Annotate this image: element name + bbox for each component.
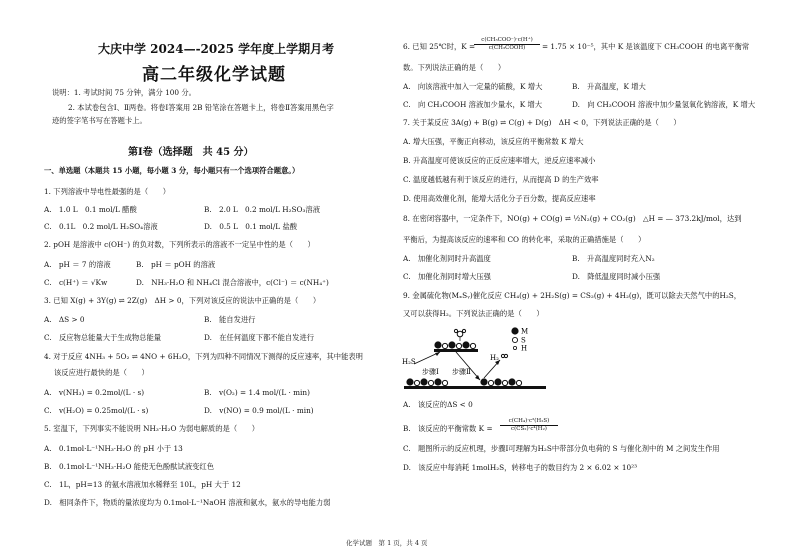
catalyst-atoms-top: [434, 341, 475, 348]
catalyst-surface-bottom: [404, 386, 546, 389]
q6-option-a: A. 向该溶液中加入一定量的硫酸，K 增大: [403, 82, 543, 91]
q5-option-c: C. 1L，pH=13 的氨水溶液加水稀释至 10L，pH 大于 12: [44, 480, 241, 489]
q8-option-a: A. 加催化剂同时升高温度: [403, 254, 491, 263]
question-6-cont: = 1.75 × 10⁻⁵，其中 K 是该温度下 CH₃COOH 的电离平衡常: [542, 42, 750, 51]
note-2: 2. 本试卷包含Ⅰ、Ⅱ两卷。将卷Ⅰ答案用 2B 铅笔涂在答题卡上，将卷Ⅱ答案用黑色字: [68, 103, 334, 112]
q2-option-c: C. c(H⁺) ＝ √Kw: [44, 278, 108, 287]
q6-option-c: C. 向 CH₃COOH 溶液加少量水，K 增大: [403, 100, 543, 109]
legend-m-label: M: [521, 327, 529, 336]
catalyst-atoms-bottom: [406, 378, 521, 385]
q9-fraction-denominator: c(CS₂)·c⁴(H₂): [511, 426, 547, 432]
question-7: 7. 关于某反应 3A(g) + B(g) ⇌ C(g) + D(g) ΔH < 0，下列说法正确的是（ ）: [403, 118, 681, 127]
page-title: 高二年级化学试题: [142, 65, 286, 85]
q9-option-a: A. 该反应的ΔS < 0: [403, 400, 473, 409]
question-2: 2. pOH 是溶液中 c(OH⁻) 的负对数，下列所表示的溶液不一定呈中性的是（ ）: [44, 240, 315, 249]
question-1: 1. 下列溶液中导电性最强的是（ ）: [44, 187, 171, 196]
q5-option-a: A. 0.1mol·L⁻¹NH₃·H₂O 的 pH 小于 13: [44, 444, 183, 453]
q4-option-b: B. v(O₂) = 1.4 mol/(L · min): [204, 388, 310, 397]
q4-option-c: C. v(H₂O) = 0.25mol/(L · s): [44, 406, 149, 415]
question-8: 8. 在密闭容器中，一定条件下，NO(g) + CO(g) ⇌ ½N₂(g) + CO₂(g) △H = — 373.2kJ/mol，达到: [403, 214, 742, 223]
q6-option-b: B. 升高温度，K 增大: [572, 82, 646, 91]
q7-option-c: C. 温度越低越有利于该反应的进行，从而提高 D 的生产效率: [403, 175, 599, 184]
question-6: 6. 已知 25℃时，K =: [403, 42, 476, 51]
q2-option-d: D. NH₃·H₂O 和 NH₄Cl 混合溶液中，c(Cl⁻) ＝ c(NH₄⁺): [136, 278, 329, 287]
label-step-1: 步骤Ⅰ: [422, 368, 439, 376]
note-2-cont: 迹的签字笔书写在答题卡上。: [52, 116, 147, 125]
q9-fraction-numerator: c(CH₄)·c²(H₂S): [500, 418, 558, 426]
q9-option-d: D. 该反应中每消耗 1molH₂S，转移电子的数目约为 2 × 6.02 × 10²³: [403, 463, 637, 472]
note-1: 说明：1. 考试时间 75 分钟，满分 100 分。: [52, 88, 196, 97]
question-4: 4. 对于反应 4NH₃ + 5O₂ ⇌ 4NO + 6H₂O，下列为四种不同情况下测得的反应速率，其中能表明: [44, 352, 363, 361]
q1-option-a: A. 1.0 L 0.1 mol/L 醋酸: [44, 205, 137, 214]
q3-option-a: A. ΔS > 0: [44, 315, 85, 324]
question-3: 3. 已知 X(g) + 3Y(g) ⇌ 2Z(g) ΔH > 0，下列对该反应的说法中正确的是（ ）: [44, 296, 321, 305]
page-footer: 化学试题 第 1 页，共 4 页: [346, 539, 428, 547]
adsorbed-h2s-molecule: [454, 329, 465, 341]
h2-molecule: [501, 354, 507, 357]
catalyst-surface-top: [434, 349, 478, 352]
q3-option-c: C. 反应物总能量大于生成物总能量: [44, 333, 162, 342]
question-9: 9. 金属硫化物(MₓSᵧ)催化反应 CH₄(g) + 2H₂S(g) = CS₂(g) + 4H₂(g)，既可以除去天然气中的H₂S，: [403, 291, 742, 300]
q6-option-d: D. 向 CH₃COOH 溶液中加少量氢氧化钠溶液，K 增大: [572, 100, 756, 109]
q5-option-d: D. 相同条件下，物质的量浓度均为 0.1mol·L⁻¹NaOH 溶液和氨水，氨水的导电能力弱: [44, 498, 331, 507]
label-h2s: H₂S: [402, 358, 416, 366]
question-4-cont: 该反应进行最快的是（ ）: [54, 368, 149, 377]
part1-instructions: 一、单选题（本题共 15 小题，每小题 3 分，每小题只有一个选项符合题意。）: [44, 166, 300, 175]
q1-option-c: C. 0.1L 0.2 mol/L H₂SO₄溶液: [44, 222, 158, 231]
q4-option-d: D. v(NO) = 0.9 mol/(L · min): [204, 406, 314, 415]
q4-option-a: A. v(NH₃) = 0.2mol/(L · s): [44, 388, 145, 397]
q6-fraction: [474, 37, 540, 52]
legend-h-dot: [513, 346, 516, 349]
question-9-cont: 又可以获得H₂。下列说法正确的是（ ）: [403, 309, 544, 318]
label-h2: H₂: [490, 354, 499, 362]
q9-option-b: B. 该反应的平衡常数 K =: [403, 424, 493, 433]
question-8-cont: 平衡后，为提高该反应的速率和 CO 的转化率，采取的正确措施是（ ）: [403, 235, 646, 244]
legend-h-label: H: [521, 344, 528, 353]
q7-option-b: B. 升高温度可使该反应的正反应速率增大，逆反应速率减小: [403, 156, 596, 165]
q7-option-d: D. 使用高效催化剂，能增大活化分子百分数，提高反应速率: [403, 194, 596, 203]
q8-option-c: C. 加催化剂同时增大压强: [403, 272, 491, 281]
q6-fraction-numerator: c(CH₃COO⁻)·c(H⁺): [474, 37, 540, 45]
q1-option-b: B. 2.0 L 0.2 mol/L H₂SO₃溶液: [204, 205, 321, 214]
legend-s-dot: [512, 337, 517, 342]
q1-option-d: D. 0.5 L 0.1 mol/L 盐酸: [204, 222, 298, 231]
q3-option-d: D. 在任何温度下都不能自发进行: [204, 333, 315, 342]
q9-fraction: [500, 418, 558, 433]
question-6-cont2: 数。下列说法正确的是（ ）: [403, 63, 506, 72]
label-step-2: 步骤Ⅱ: [452, 368, 471, 376]
q8-option-b: B. 升高温度同时充入N₂: [572, 254, 655, 263]
question-5: 5. 室温下，下列事实不能说明 NH₃·H₂O 为弱电解质的是（ ）: [44, 424, 260, 433]
q2-option-a: A. pH ＝ 7 的溶液: [44, 260, 111, 269]
q5-option-b: B. 0.1mol·L⁻¹NH₃·H₂O 能使无色酚酞试液变红色: [44, 462, 215, 471]
legend-s-label: S: [521, 336, 526, 345]
q9-option-c: C. 题图所示的反应机理，步骤Ⅰ可理解为H₂S中带部分负电荷的 S 与催化剂中的 M 之间发生作用: [403, 444, 720, 453]
q7-option-a: A. 增大压强，平衡正向移动，该反应的平衡常数 K 增大: [403, 137, 584, 146]
q6-fraction-denominator: c(CH₃COOH): [488, 45, 526, 51]
q2-option-b: B. pH ＝ pOH 的溶液: [136, 260, 216, 269]
legend-m-dot: [511, 327, 518, 334]
part1-title: 第Ⅰ卷（选择题 共 45 分）: [128, 147, 254, 158]
q8-option-d: D. 降低温度同时减小压强: [572, 272, 661, 281]
catalysis-mechanism-diagram: [400, 322, 560, 394]
school-exam-title: 大庆中学 2024—-2025 学年度上学期月考: [98, 42, 335, 56]
q3-option-b: B. 能自发进行: [204, 315, 256, 324]
